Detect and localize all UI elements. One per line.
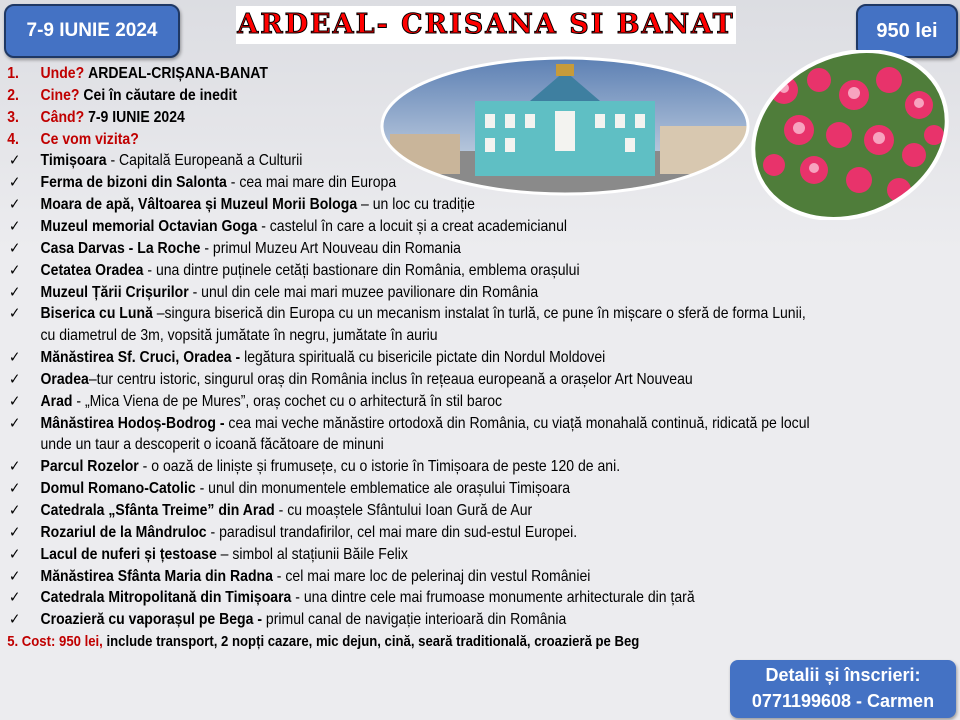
list-item-name: Biserica cu Lună [40, 305, 153, 323]
list-item-name: Domul Romano-Catolic [40, 480, 196, 498]
checkmark-icon: ✓ [9, 261, 21, 279]
list-item-desc: primul canal de navigație interioară din România [262, 611, 567, 629]
list-item-text [41, 609, 567, 631]
list-item-name: Muzeul Țării Crișurilor [40, 283, 189, 301]
checkmark-icon: ✓ [9, 502, 21, 519]
list-item-text [41, 456, 621, 478]
list-item-text [41, 544, 408, 566]
list-item-text [41, 587, 695, 609]
checkmark-icon: ✓ [9, 611, 21, 629]
list-item-desc: - cel mai mare loc de pelerinaj din vestul României [272, 567, 591, 585]
checkmark-icon: ✓ [9, 589, 21, 607]
page-title: ARDEAL- CRISANA SI BANAT [236, 6, 736, 44]
list-item-name: Cetatea Oradea [40, 261, 144, 279]
question-text [41, 129, 139, 151]
list-item-name: Arad [40, 392, 73, 410]
list-item-desc: - castelul în care a locuit și a creat academicianul [257, 217, 567, 235]
list-item-name: Muzeul memorial Octavian Goga [40, 217, 258, 235]
list-item-text [41, 566, 591, 588]
list-item-text [41, 347, 606, 369]
list-item-desc: - Capitală Europeană a Culturii [106, 152, 303, 170]
question-value: ARDEAL-CRIȘANA-BANAT [88, 65, 268, 82]
checkmark-icon: ✓ [9, 545, 21, 563]
question-label: Unde? [40, 65, 85, 82]
cost-text [7, 631, 639, 653]
list-item-name: Casa Darvas - La Roche [40, 239, 201, 257]
list-item-desc: – simbol al stațiunii Băile Felix [216, 545, 408, 563]
list-item-desc: - o oază de liniște și frumusețe, cu o istorie în Timișoara de peste 120 de ani. [138, 458, 621, 476]
price-badge: 950 lei [856, 4, 958, 58]
list-item-text [41, 194, 475, 216]
list-item-cont-text: unde un taur a descoperit o icoană făcătoare de minuni [40, 436, 384, 454]
list-item-name: Croazieră cu vaporașul pe Bega - [40, 611, 263, 629]
cost-description: include transport, 2 nopți cazare, mic dejun, cină, seară traditională, croazieră pe Beg [102, 634, 640, 651]
contact-phone: 0771199608 - Carmen [751, 691, 935, 711]
list-item-text [41, 150, 303, 172]
question-label: Când? [40, 108, 85, 126]
checkmark-icon: ✓ [9, 239, 21, 257]
list-item-text [41, 478, 571, 500]
checkmark-icon: ✓ [9, 458, 21, 476]
list-item-text [41, 172, 397, 194]
checkmark-icon: ✓ [9, 152, 21, 170]
list-item-desc: - primul Muzeu Art Nouveau din Romania [200, 239, 461, 257]
list-item-text [41, 303, 806, 325]
list-item-name: Mânăstirea Hodoș-Bodrog - [40, 414, 225, 432]
list-item-desc: - unul din monumentele emblematice ale orașului Timișoara [195, 480, 571, 498]
question-number: 4. [7, 130, 19, 148]
list-item-text [41, 413, 810, 435]
checkmark-icon: ✓ [9, 370, 21, 388]
list-item-desc: –tur centru istoric, singurul oraș din România inclus în rețeaua europeană a orașelor Art Nouveau [88, 370, 693, 388]
list-item-desc: - unul din cele mai mari muzee pavilionare din România [188, 283, 539, 301]
question-label: Cine? [40, 86, 80, 104]
list-item-desc: - paradisul trandafirilor, cel mai mare din sud-estul Europei. [206, 523, 578, 541]
list-item-name: Catedrala Mitropolitană din Timișoara [40, 589, 292, 607]
question-number: 2. [7, 86, 19, 104]
list-item-name: Mănăstirea Sfânta Maria din Radna [40, 567, 273, 585]
checkmark-icon: ✓ [9, 414, 21, 432]
list-item-text [41, 500, 533, 522]
checkmark-icon: ✓ [9, 480, 21, 498]
date-badge: 7-9 IUNIE 2024 [4, 4, 180, 58]
contact-line1: Detalii și înscrieri: [765, 665, 921, 685]
list-item-text [41, 282, 539, 304]
checkmark-icon: ✓ [9, 392, 21, 410]
checkmark-icon: ✓ [9, 305, 21, 323]
building-photo [380, 56, 750, 196]
list-item-cont-text: cu diametrul de 3m, vopsită jumătate în negru, jumătate în auriu [40, 327, 438, 345]
question-text [41, 63, 268, 85]
list-item-text [41, 260, 580, 282]
checkmark-icon: ✓ [9, 174, 21, 192]
list-item-name: Oradea [40, 370, 89, 388]
list-item-name: Rozariul de la Mândruloc [40, 523, 207, 541]
list-item-name: Ferma de bizoni din Salonta [40, 174, 227, 192]
list-item-text [41, 238, 461, 260]
checkmark-icon: ✓ [9, 217, 21, 235]
checkmark-icon: ✓ [9, 523, 21, 541]
checkmark-icon: ✓ [9, 196, 21, 214]
list-item-text [41, 391, 503, 413]
list-item-desc: –singura biserică din Europa cu un mecanism instalat în turlă, ce pune în mișcare o sferă de forma Lunii, [152, 305, 806, 323]
list-item-desc: cea mai veche mănăstire ortodoxă din România, cu viață monahală continuă, ridicată pe locul [224, 414, 810, 432]
list-item-desc: - una dintre puținele cetăți bastionare din România, emblema orașului [143, 261, 580, 279]
question-text [41, 107, 185, 129]
list-item-name: Catedrala „Sfânta Treime” din Arad [40, 502, 275, 519]
list-item-desc: legătura spirituală cu bisericile pictate din Nordul Moldovei [240, 349, 606, 367]
list-item-name: Lacul de nuferi și țestoase [40, 545, 217, 563]
checkmark-icon: ✓ [9, 349, 21, 367]
list-item-text [41, 522, 578, 544]
list-item-desc: - una dintre cele mai frumoase monumente arhitecturale din țară [291, 589, 695, 607]
question-label: Ce vom vizita? [40, 130, 139, 148]
list-item-text [41, 216, 568, 238]
question-text [41, 85, 238, 107]
list-item-name: Moara de apă, Vâltoarea și Muzeul Morii Bologa [40, 196, 358, 214]
question-value: Cei în căutare de inedit [83, 86, 238, 104]
question-value: 7-9 IUNIE 2024 [88, 108, 185, 126]
checkmark-icon: ✓ [9, 567, 21, 585]
contact-box [730, 660, 956, 718]
roses-photo [744, 50, 956, 220]
list-item-desc: – un loc cu tradiție [357, 196, 475, 214]
question-number: 3. [7, 108, 19, 126]
list-item-desc: - „Mica Viena de pe Mures”, oraș cochet cu o arhitectură în stil baroc [72, 392, 503, 410]
list-item-name: Mănăstirea Sf. Cruci, Oradea - [40, 349, 241, 367]
list-item-name: Parcul Rozelor [40, 458, 139, 476]
list-item-text [41, 369, 693, 391]
list-item-name: Timișoara [40, 152, 107, 170]
question-number: 1. [7, 65, 19, 82]
cost-label: 5. Cost: 950 lei, [7, 634, 103, 651]
checkmark-icon: ✓ [9, 283, 21, 301]
list-item-desc: - cea mai mare din Europa [226, 174, 397, 192]
list-item-desc: - cu moaștele Sfântului Ioan Gură de Aur [274, 502, 533, 519]
